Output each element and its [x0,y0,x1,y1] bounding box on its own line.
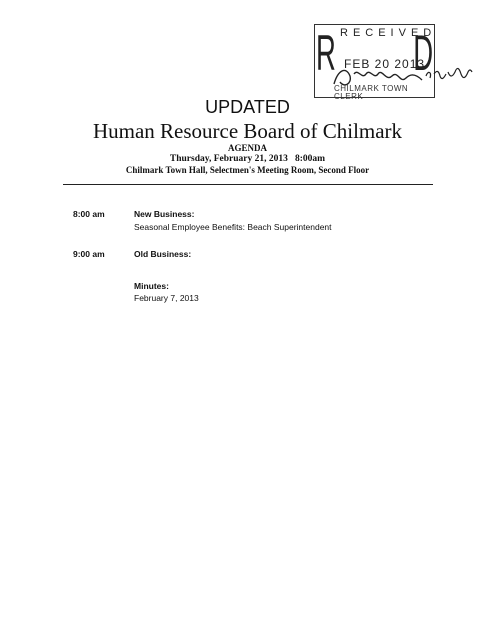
received-stamp [314,24,437,101]
stamp-word: RECEIVED [340,27,437,39]
stamp-date: FEB 20 2013 [344,57,426,71]
header-divider [63,184,433,185]
document-type: AGENDA [227,143,267,153]
stamp-letter-r: R [316,25,336,81]
agenda-heading: Old Business: [134,249,192,259]
meeting-venue: Chilmark Town Hall, Selectmen's Meeting Room, Second Floor [125,165,370,175]
agenda-heading: New Business: [134,209,195,219]
agenda-time: 8:00 am [73,209,105,219]
organization-title: Human Resource Board of Chilmark [92,119,403,143]
stamp-office: CHILMARK TOWN CLERK [334,84,409,101]
stamp-letter-d: D [413,25,433,81]
agenda-heading: Minutes: [134,281,169,291]
agenda-item: February 7, 2013 [134,293,199,303]
updated-label: UPDATED [205,97,290,117]
agenda-item: Seasonal Employee Benefits: Beach Superintendent [134,222,332,232]
meeting-date-time: Thursday, February 21, 2013 8:00am [169,154,326,164]
agenda-time: 9:00 am [73,249,105,259]
